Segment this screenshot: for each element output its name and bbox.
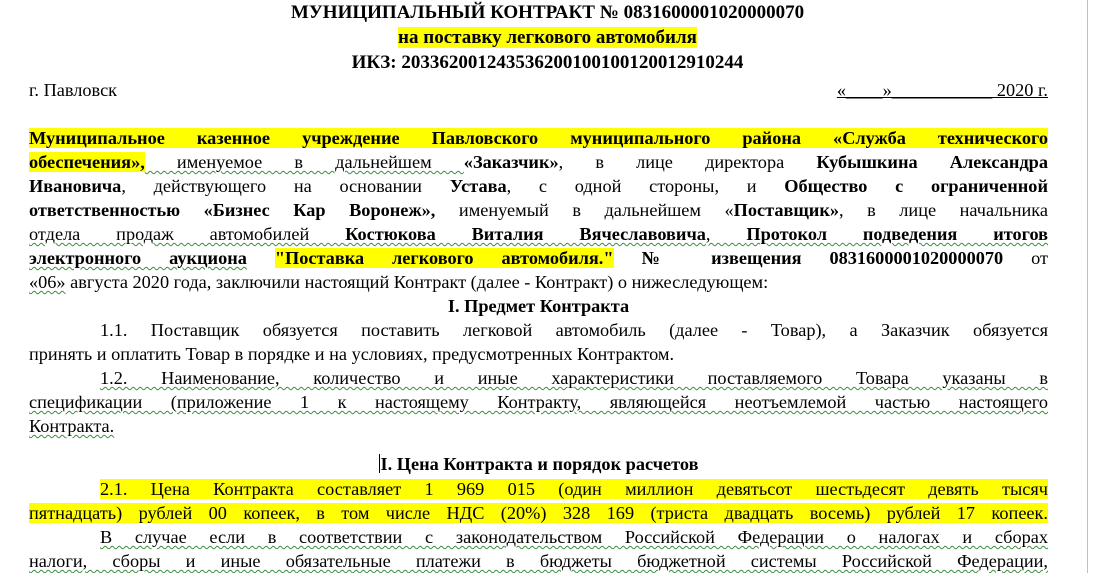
document-title: МУНИЦИПАЛЬНЫЙ КОНТРАКТ № 0831600001020000070 <box>290 2 805 23</box>
clause-1-1-line-1: 1.1. Поставщик обязуется поставить легковой автомобиль (далее - Товар), а Заказчик обязуется <box>100 320 1048 340</box>
preamble-line-3: Ивановича, действующего на основании Устава, с одной стороны, и Общество с ограниченной <box>29 176 1048 196</box>
tax-paragraph-line-2: налоги, сборы и иные обязательные платежи в бюджеты бюджетной системы Российской Федерации, <box>29 551 1048 571</box>
preamble-line-1: Муниципальное казенное учреждение Павловского муниципального района «Служба технического <box>29 128 1048 148</box>
section-2-heading: I. Цена Контракта и порядок расчетов <box>380 454 699 474</box>
preamble-line-4: ответственностью «Бизнес Кар Воронеж», именуемый в дальнейшем «Поставщик», в лице начальника <box>29 200 1049 220</box>
preamble-line-6: электронного аукциона "Поставка легкового автомобиля." № извещения 0831600001020000070 от <box>29 248 1048 268</box>
clause-2-1-line-1: 2.1. Цена Контракта составляет 1 969 015 (один миллион девятьсот шестьдесят девять тысяч <box>100 479 1048 499</box>
ikz-line: ИКЗ: 203362001243536200100100120012910244 <box>351 52 744 73</box>
section-1-heading: I. Предмет Контракта <box>447 296 630 316</box>
tax-paragraph-line-1: В случае если в соответствии с законодательством Российской Федерации о налогах и сборах <box>100 527 1048 547</box>
preamble-line-5: отдела продаж автомобилей Костюкова Виталия Вячеславовича, Протокол подведения итогов <box>29 224 1049 244</box>
clause-1-2-line-3: Контракта. <box>29 416 115 436</box>
document-subtitle: на поставку легкового автомобиля <box>398 27 697 48</box>
preamble-line-7: «06» августа 2020 года, заключили настоящий Контракт (далее - Контракт) о нижеследующем: <box>29 272 769 292</box>
clause-1-2-line-1: 1.2. Наименование, количество и иные характеристики поставляемого Товара указаны в <box>100 368 1048 388</box>
city: г. Павловск <box>29 80 118 100</box>
preamble-line-2: обеспечения», именуемое в дальнейшем «Заказчик», в лице директора Кубышкина Александра <box>29 152 1048 172</box>
contract-date: «____»___________ 2020 г. <box>836 80 1048 100</box>
clause-1-1-line-2: принять и оплатить Товар в порядке и на условиях, предусмотренных Контрактом. <box>29 344 675 364</box>
clause-1-2-line-2: спецификации (приложение 1 к настоящему Контракту, являющейся неотъемлемой частью настоящего <box>29 392 1048 412</box>
text-cursor <box>379 454 380 473</box>
place-date-line <box>29 78 1048 102</box>
clause-2-1-line-2: пятнадцать) рублей 00 копеек, в том числе НДС (20%) 328 169 (триста двадцать восемь) рублей 17 копеек. <box>29 503 1048 523</box>
page-edge-rule <box>1087 0 1088 573</box>
